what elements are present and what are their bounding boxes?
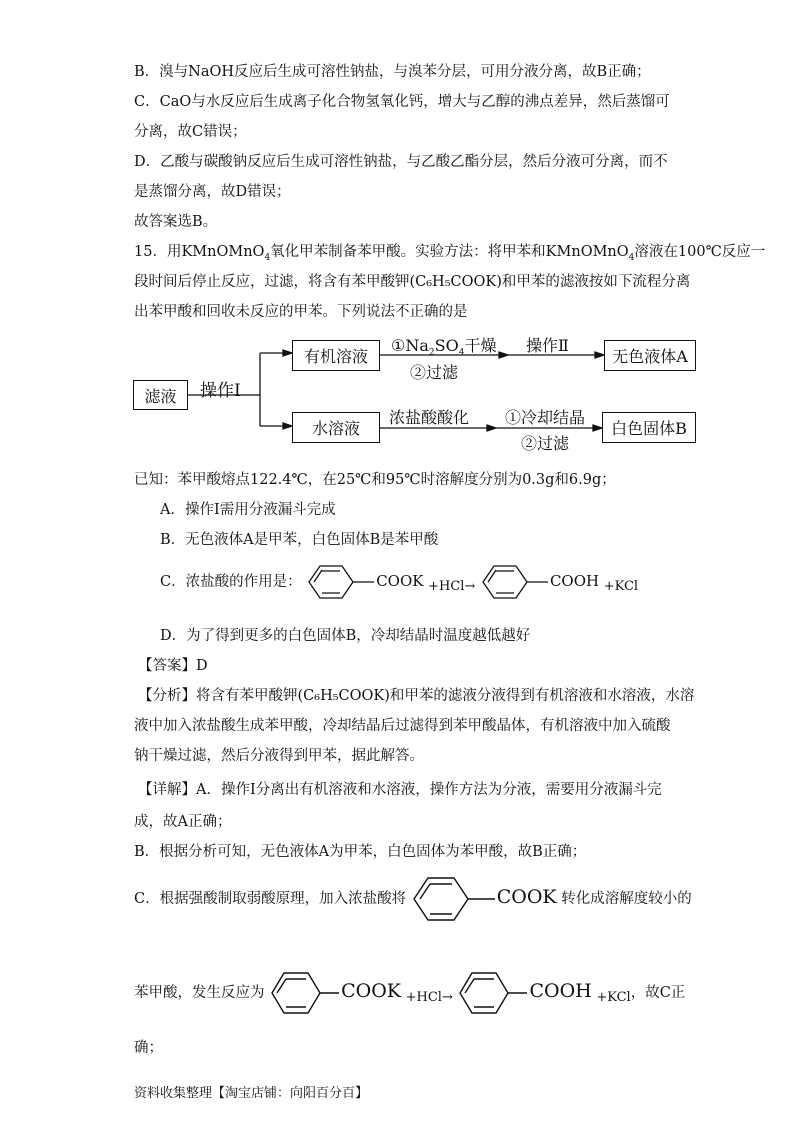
known-conditions: 已知：苯甲酸熔点122.4℃，在25℃和95℃时溶解度分别为0.3g和6.9g； xyxy=(134,472,616,488)
flow-step-cool: ①冷却结晶 xyxy=(505,408,586,427)
benzene-ring-icon xyxy=(480,562,550,602)
hcl-term: +HCl→ xyxy=(428,579,476,594)
detail-c2-kcl: +KCl xyxy=(596,990,631,1005)
detail-line1: 【详解】A．操作Ⅰ分离出有机溶液和水溶液，操作方法为分液，需要用分液漏斗完 xyxy=(138,782,662,798)
flow-node-aqueous-solution xyxy=(292,412,380,443)
page-footer: 资料收集整理【淘宝店铺：向阳百分百】 xyxy=(134,1086,369,1101)
flow-operation-1: 操作Ⅰ xyxy=(200,381,241,401)
q15-mno4-a: MnO xyxy=(228,244,265,260)
option-d: D．为了得到更多的白色固体B，冷却结晶时温度越低越好 xyxy=(160,628,531,644)
q15-mno4-b: MnO xyxy=(592,244,629,260)
cooh-formula: COOH xyxy=(549,572,600,590)
option-d-note-line2: 是蒸馏分离，故D错误； xyxy=(134,184,291,200)
option-c-text: C．浓盐酸的作用是： xyxy=(160,574,302,590)
q15-sub4-b: 4 xyxy=(628,252,635,263)
analysis-line1: 【分析】将含有苯甲酸钾(C₆H₅COOK)和甲苯的滤液分液得到有机溶液和水溶液，水溶 xyxy=(138,688,695,704)
answer-line: 【答案】D xyxy=(138,658,208,674)
detail-c2-cooh: COOH xyxy=(529,980,592,1002)
benzene-ring-icon xyxy=(411,874,497,924)
benzene-ring-icon xyxy=(269,969,341,1017)
detail-c-pre: C．根据强酸制取弱酸原理，加入浓盐酸将 xyxy=(134,891,407,907)
question-15-line1 xyxy=(134,242,765,268)
benzene-ring-icon xyxy=(457,969,529,1017)
detail-option-b: B．根据分析可知，无色液体A为甲苯，白色固体为苯甲酸，故B正确； xyxy=(134,844,587,860)
flow-step-acidify: 浓盐酸酸化 xyxy=(389,408,470,427)
detail-c2-pre: 苯甲酸，发生反应为 xyxy=(134,985,265,1001)
question-15-line2: 段时间后停止反应，过滤，将含有苯甲酸钾(C₆H₅COOK)和甲苯的滤液按如下流程分离 xyxy=(134,274,691,290)
flow-node-filtrate xyxy=(133,380,188,410)
flow-node-white-solid-b xyxy=(602,412,696,443)
detail-c2-cook: COOK xyxy=(341,980,401,1002)
q15-sub4-a: 4 xyxy=(264,252,271,263)
flow-organic-label: 有机溶液 xyxy=(303,347,368,366)
flow-step-dry-a: ①Na xyxy=(391,336,429,355)
detail-c-cook: COOK xyxy=(496,886,557,908)
detail-c2-hcl: +HCl→ xyxy=(405,990,453,1005)
flow-step-dry-sub4: 4 xyxy=(458,348,465,359)
q15-text-a: 15．用KMnO xyxy=(134,244,229,260)
q15-text-b: 氧化甲苯制备苯甲酸。实验方法：将甲苯和KMnO xyxy=(270,244,593,260)
flow-step-dry xyxy=(391,333,496,358)
benzene-ring-icon xyxy=(306,562,376,602)
detail-option-c-line1 xyxy=(134,872,692,924)
flow-liquid-a-label: 无色液体A xyxy=(612,347,688,366)
flow-step-filter-1: ②过滤 xyxy=(410,363,459,382)
flow-step-dry-c: 干燥 xyxy=(464,336,497,355)
flow-aqueous-label: 水溶液 xyxy=(311,419,360,438)
option-c-note-line1: C．CaO与水反应后生成离子化合物氢氧化钙，增大与乙醇的沸点差异，然后蒸馏可 xyxy=(134,94,670,110)
option-c xyxy=(160,562,638,604)
flow-node-colorless-liquid-a xyxy=(604,340,696,371)
analysis-line3: 钠干燥过滤，然后分液得到甲苯，据此解答。 xyxy=(134,748,424,764)
flow-step-dry-b: SO xyxy=(434,336,459,355)
option-c-note-line2: 分离，故C错误； xyxy=(134,124,247,140)
option-b-note: B．溴与NaOH反应后生成可溶性钠盐，与溴苯分层，可用分液分离，故B正确； xyxy=(134,64,651,80)
detail-option-c-line2 xyxy=(134,966,685,1018)
option-d-note-line1: D．乙酸与碳酸钠反应后生成可溶性钠盐，与乙酸乙酯分层，然后分液可分离，而不 xyxy=(134,154,668,170)
detail-c-post: 转化成溶解度较小的 xyxy=(561,891,692,907)
question-15-line3: 出苯甲酸和回收未反应的甲苯。下列说法不正确的是 xyxy=(134,304,468,320)
analysis-line2: 液中加入浓盐酸生成苯甲酸，冷却结晶后过滤得到苯甲酸晶体，有机溶液中加入硫酸 xyxy=(134,718,671,734)
flow-operation-2: 操作Ⅱ xyxy=(526,336,569,355)
flow-filtrate-label: 滤液 xyxy=(144,386,177,406)
option-a: A．操作Ⅰ需用分液漏斗完成 xyxy=(160,502,336,518)
option-b: B．无色液体A是甲苯，白色固体B是苯甲酸 xyxy=(160,532,439,548)
cook-formula: COOK xyxy=(376,572,424,590)
detail-option-c-line3: 确； xyxy=(134,1040,163,1056)
q15-text-c: 溶液在100℃反应一 xyxy=(634,244,766,260)
detail-c2-post: ，故C正 xyxy=(630,985,686,1001)
kcl-term: +KCl xyxy=(603,579,639,594)
detail-line2: 成，故A正确； xyxy=(134,814,232,830)
flow-node-organic-solution xyxy=(292,340,380,371)
answer-b-line: 故答案选B。 xyxy=(134,214,218,230)
flow-step-filter-2: ②过滤 xyxy=(521,434,570,453)
flow-step-dry-sub2: 2 xyxy=(428,348,435,359)
flow-solid-b-label: 白色固体B xyxy=(611,419,687,438)
